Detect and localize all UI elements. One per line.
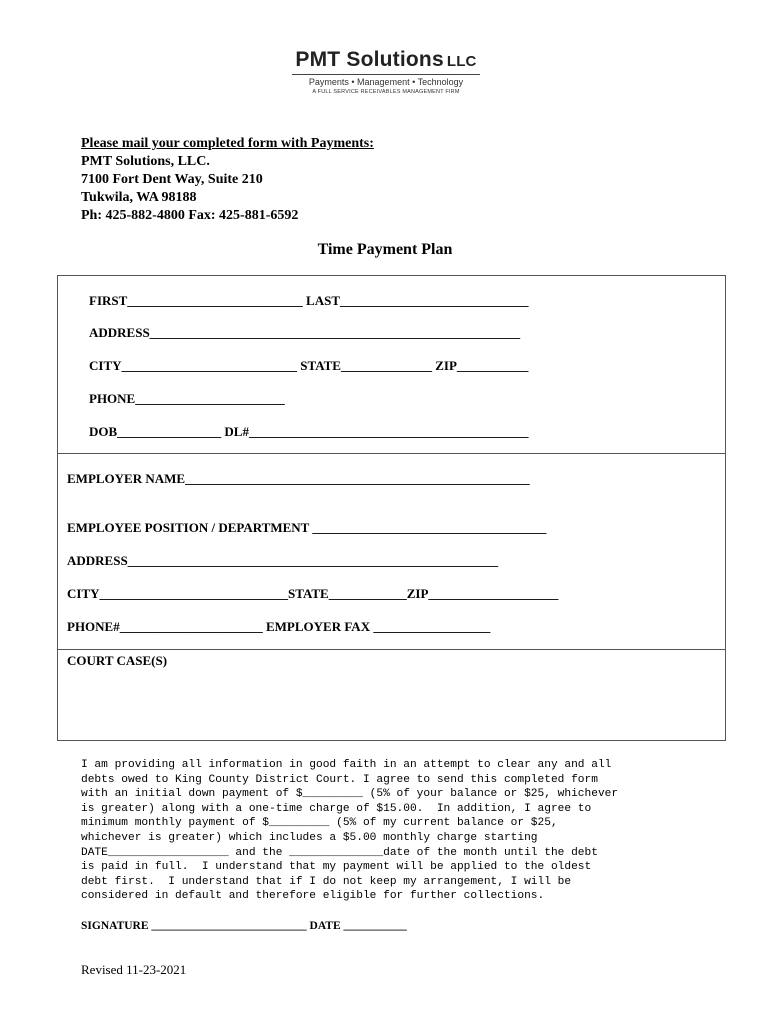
logo-suffix: LLC [446, 53, 477, 70]
form-title: Time Payment Plan [317, 241, 453, 258]
employer-city-field[interactable]: CITY_____________________________STATE____________ZIP____________________ [67, 586, 559, 601]
name-field[interactable]: FIRST___________________________ LAST_____________________________ [89, 293, 529, 308]
mail-city: Tukwila, WA 98188 [81, 190, 197, 205]
form-box [57, 275, 726, 741]
mail-heading: Please mail your completed form with Payments: [81, 136, 374, 151]
mail-street: 7100 Fort Dent Way, Suite 210 [81, 172, 263, 187]
logo-divider [292, 74, 480, 75]
revision-date: Revised 11-23-2021 [81, 962, 187, 977]
employer-address-field[interactable]: ADDRESS_________________________________________________________ [67, 553, 499, 568]
logo-subtitle: A FULL SERVICE RECEIVABLES MANAGEMENT FIRM [312, 89, 460, 95]
company-logo [286, 48, 486, 95]
mail-company: PMT Solutions, LLC. [81, 154, 210, 169]
employer-name-field[interactable]: EMPLOYER NAME_____________________________________________________ [67, 471, 530, 486]
city-state-zip-field[interactable]: CITY___________________________ STATE______________ ZIP___________ [89, 358, 529, 373]
logo-name: PMT Solutions LLC [295, 48, 477, 71]
employer-phone-fax-field[interactable]: PHONE#______________________ EMPLOYER FAX __________________ [67, 619, 491, 634]
address-field[interactable]: ADDRESS_________________________________________________________ [89, 325, 521, 340]
employee-position-field[interactable]: EMPLOYEE POSITION / DEPARTMENT ____________________________________ [67, 520, 547, 535]
phone-field[interactable]: PHONE_______________________ [89, 391, 285, 406]
court-case-area[interactable] [58, 671, 725, 740]
court-case-label: COURT CASE(S) [67, 653, 168, 668]
section-divider [58, 649, 725, 650]
signature-date-field[interactable]: SIGNATURE ___________________________ DATE ___________ [81, 920, 407, 932]
mailing-address-block [81, 135, 374, 225]
agreement-paragraph: I am providing all information in good faith in an attempt to clear any and all debts owed to King County District Court. I agree to send this completed form with an initial down payment of $_________ (5% of your balance or $25, whichever is greater) along with a one-time charge of $15.00. In addition, I agree to minimum monthly payment of $_________ (5% of my current balance or $25, whichever is greater) which includes a $5.00 monthly charge starting DATE__________________ and the ______________date of the month until the debt is paid in full. I understand that my payment will be applied to the oldest debt first. I understand that if I do not keep my arrangement, I will be considered in default and therefore eligible for further collections. [81, 759, 619, 903]
dob-dl-field[interactable]: DOB________________ DL#___________________________________________ [89, 424, 529, 439]
mail-phone: Ph: 425-882-4800 Fax: 425-881-6592 [81, 208, 299, 223]
section-divider [58, 453, 725, 454]
logo-tagline: Payments • Management • Technology [308, 77, 464, 87]
